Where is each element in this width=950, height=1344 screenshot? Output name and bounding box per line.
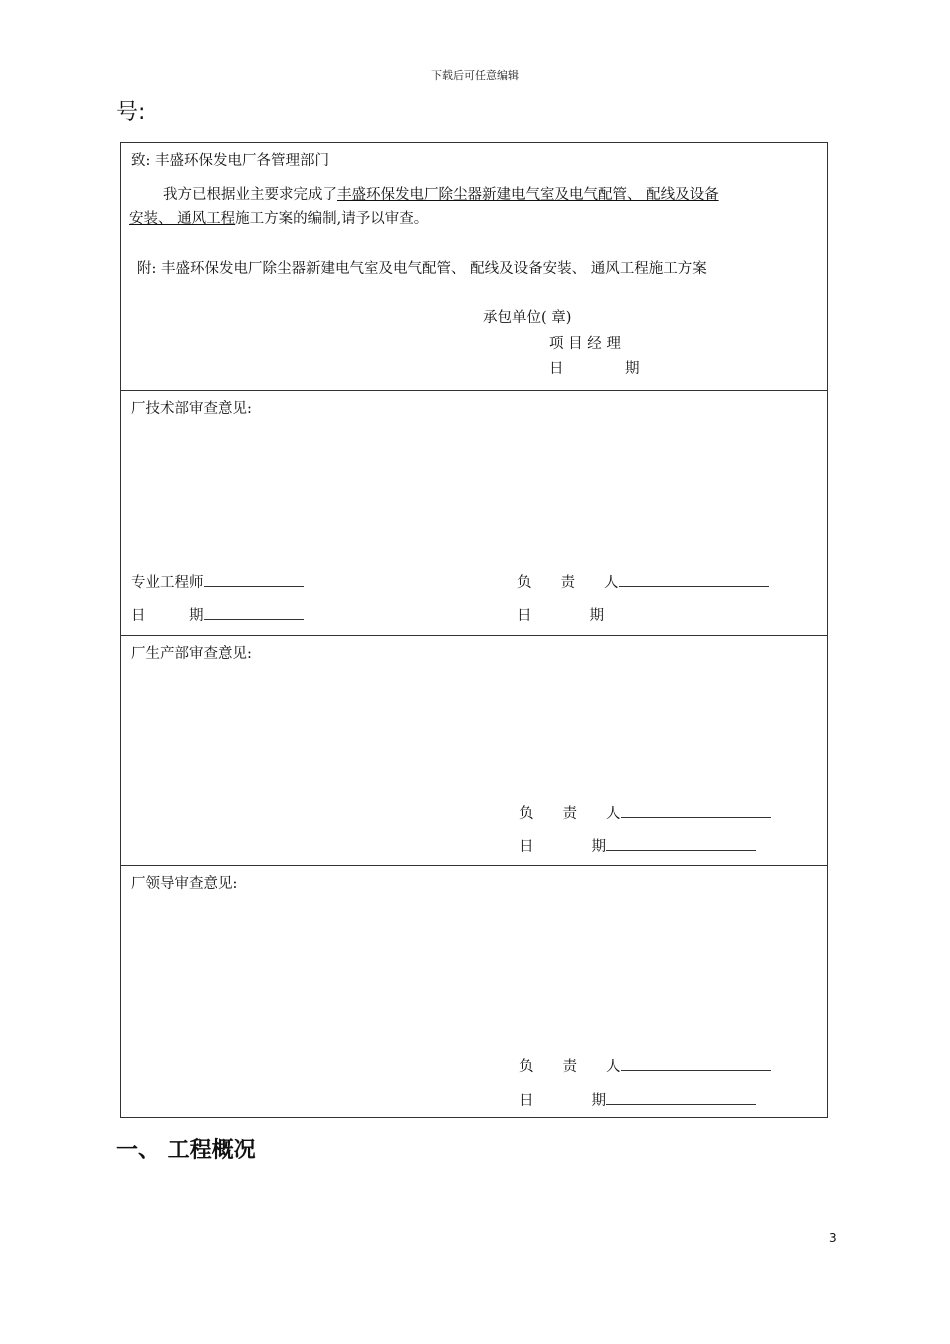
tech-responsible-row (517, 571, 769, 592)
leadership-responsible-row (519, 1055, 771, 1076)
production-responsible-label: 负 责 人 (519, 806, 621, 822)
tech-dept-review-section (121, 390, 827, 635)
project-name-part1: 丰盛环保发电厂除尘器新建电气室及电气配管、 配线及设备 (337, 187, 719, 203)
doc-number-label: 号: (116, 100, 146, 125)
submission-section (121, 143, 827, 390)
leadership-date-label: 日 期 (519, 1093, 606, 1109)
engineer-label: 专业工程师 (131, 575, 204, 591)
addressee: 致: 丰盛环保发电厂各管理部门 (131, 153, 329, 169)
leadership-responsible-line[interactable] (621, 1056, 771, 1071)
submission-body-line2 (129, 207, 428, 228)
engineer-signature-row (131, 571, 304, 592)
review-form (120, 142, 828, 1118)
production-date-line[interactable] (606, 836, 756, 851)
engineer-date-line[interactable] (204, 605, 304, 620)
tech-date-label: 日 期 (517, 608, 604, 624)
page-number: 3 (829, 1231, 837, 1245)
body-suffix: 施工方案的编制,请予以审查。 (235, 211, 429, 227)
tech-dept-title: 厂技术部审查意见: (131, 401, 252, 417)
header-note: 下载后可任意编辑 (431, 69, 519, 82)
leadership-review-section (121, 865, 827, 1117)
leadership-date-row (519, 1089, 756, 1110)
leadership-date-line[interactable] (606, 1090, 756, 1105)
engineer-signature-line[interactable] (204, 572, 304, 587)
date-char-2: 期 (625, 361, 640, 377)
production-responsible-line[interactable] (621, 803, 771, 818)
leadership-responsible-label: 负 责 人 (519, 1059, 621, 1075)
tech-responsible-label: 负 责 人 (517, 575, 619, 591)
tech-responsible-line[interactable] (619, 572, 769, 587)
production-dept-title: 厂生产部审查意见: (131, 646, 252, 662)
production-date-label: 日 期 (519, 839, 606, 855)
date-char-1: 日 (549, 361, 564, 377)
leadership-title: 厂领导审查意见: (131, 876, 238, 892)
contractor-seal-label: 承包单位( 章) (483, 310, 572, 326)
production-date-row (519, 835, 756, 856)
production-dept-review-section (121, 635, 827, 865)
engineer-date-label: 日 期 (131, 608, 204, 624)
project-name-part2: 安装、 通风工程 (129, 211, 236, 227)
attachment-line: 附: 丰盛环保发电厂除尘器新建电气室及电气配管、 配线及设备安装、 通风工程施工方案 (137, 261, 707, 277)
project-manager-label: 项 目 经 理 (549, 336, 621, 352)
submission-body-line1 (163, 183, 719, 204)
body-prefix: 我方已根据业主要求完成了 (163, 187, 337, 203)
engineer-date-row (131, 604, 304, 625)
section-heading: 一、 工程概况 (116, 1138, 256, 1163)
production-responsible-row (519, 802, 771, 823)
